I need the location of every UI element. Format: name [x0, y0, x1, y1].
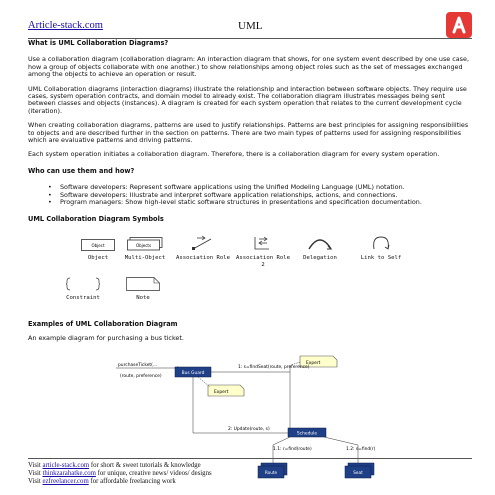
symbol-association-role-2 — [233, 235, 293, 268]
link-to-self-icon — [368, 235, 394, 251]
route-preference-label: (route, preference) — [120, 373, 162, 379]
list-item: • Software developers: Represent software applications using the Unified Modeling Language (UML) notation. — [48, 184, 472, 191]
seat-label: Seat — [353, 469, 363, 475]
footer-line: Visit article-stack.com for short & sweet tutorials & knowledge — [28, 462, 201, 469]
footer-line: Visit ezfreelancer.com for affordable freelancing work — [28, 478, 176, 485]
page-footer — [28, 458, 472, 486]
schedule-label: Schedule — [296, 431, 318, 437]
expert-note-label: Expert — [306, 360, 321, 366]
footer-link[interactable]: article-stack.com — [42, 462, 90, 469]
page-title: UML — [238, 20, 263, 32]
symbol-label: Object — [87, 255, 109, 262]
list-item: • Program managers: Show high-level static software structures in presentations and specification documentation. — [48, 199, 472, 206]
symbol-label: Association Role — [176, 255, 230, 262]
bus-guard-label: Bus Guard — [181, 370, 205, 376]
symbol-label: Link to Self — [360, 255, 402, 262]
footer-link[interactable]: thinkzarahatke.com — [42, 470, 96, 477]
object-inner-label: Object — [91, 242, 105, 248]
constraint-shape — [66, 277, 100, 291]
section-heading-who: Who can use them and how? — [28, 166, 135, 175]
symbol-label: Constraint — [66, 295, 100, 302]
association-role-2-icon — [251, 235, 275, 251]
multi-object-inner-label: Objects — [135, 242, 152, 248]
site-link[interactable]: Article-stack.com — [28, 20, 103, 31]
symbol-label: Association Role 2 — [236, 255, 290, 268]
symbol-multi-object — [115, 237, 175, 262]
purchase-message-label: purchaseTicket(... — [118, 362, 158, 368]
paragraph: An example diagram for purchasing a bus ticket. — [28, 334, 184, 343]
symbol-link-to-self — [351, 235, 411, 262]
object-shape — [81, 239, 115, 251]
bus-guard-object — [175, 367, 211, 377]
paragraph: UML Collaboration diagrams (interaction diagrams) illustrate the relationship and interaction between software objects. They require use cases, system operation contracts, and domain model to already exist. The collaboration diagram illustrates messages being sent between classes and objects (instances). A diagram is created for each system operation that relates to the current development cycle (iteration). — [28, 84, 467, 115]
paragraph: Use a collaboration diagram (collaboration diagram: An interaction diagram that shows, for one system event described by one use case, how a group of objects collaborate with one another.) to show relationships among object roles such as the set of messages exchanged among the objects to achieve an operation or result. — [28, 55, 469, 79]
article-stack-logo — [446, 12, 472, 38]
find-seat-sub-message-label: 1.2: s=find(r) — [346, 446, 376, 452]
delegation-icon — [307, 235, 333, 251]
footer-divider — [28, 458, 472, 459]
symbols-panel — [28, 235, 472, 309]
update-message-label: 2: Update(route, s) — [228, 426, 270, 432]
schedule-object — [288, 428, 326, 437]
footer-line: Visit thinkzarahatke.com for unique, creative news/ videos/ designs — [28, 470, 212, 477]
symbol-label: Multi-Object — [124, 255, 166, 262]
section-heading-what: What is UML Collaboration Diagrams? — [28, 39, 169, 47]
section-heading-examples: Examples of UML Collaboration Diagram — [28, 319, 178, 328]
find-route-message-label: 1.1: r=find(route) — [273, 446, 312, 452]
audience-list — [48, 184, 472, 206]
symbol-note — [113, 277, 173, 302]
association-role-icon — [191, 235, 215, 251]
footer-link[interactable]: ezfreelancer.com — [42, 478, 89, 485]
paragraph: Each system operation initiates a collaboration diagram. Therefore, there is a collaboration diagram for every system operation. — [28, 150, 440, 159]
main-content — [28, 40, 472, 485]
symbol-label: Delegation — [303, 255, 337, 262]
list-item: • Software developers: Illustrate and interpret software application relationships, actions, and connections. — [48, 192, 472, 199]
page-header — [28, 12, 472, 40]
section-heading-symbols: UML Collaboration Diagram Symbols — [28, 214, 164, 223]
route-label: Route — [264, 469, 278, 475]
symbol-association-role — [173, 235, 233, 262]
find-seat-message-label: 1: s=findSeat(route, preference) — [238, 364, 310, 370]
note-shape — [126, 277, 160, 291]
expert-note-middle — [208, 385, 244, 396]
symbol-delegation — [290, 235, 350, 262]
paragraph: When creating collaboration diagrams, patterns are used to justify relationships. Patterns are best principles for assigning responsibilities to objects and are described further in the section on patterns. There are two main types of patterns used for assigning responsibilities which are evaluative patterns and driving patterns. — [28, 121, 469, 145]
symbol-label: Note — [136, 295, 150, 302]
expert-note-label: Expert — [214, 389, 229, 395]
multi-object-shape — [127, 237, 163, 251]
symbol-constraint — [53, 277, 113, 302]
